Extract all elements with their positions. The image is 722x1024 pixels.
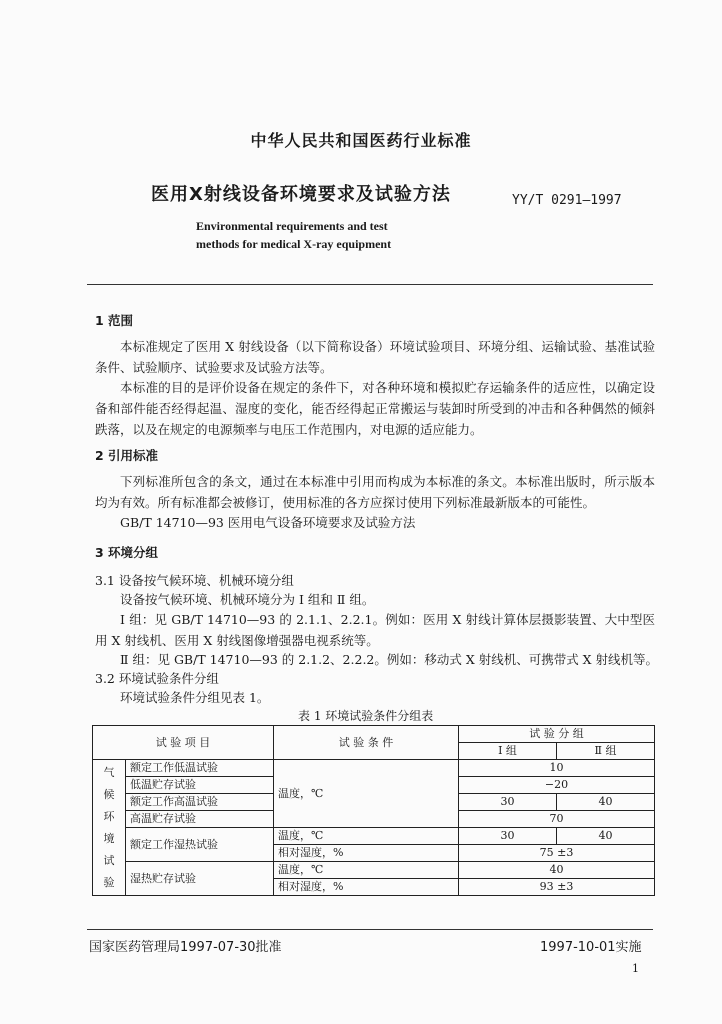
header-test-item: 试 验 项 目 xyxy=(93,726,274,760)
section-3-1-heading: 3.1 设备按气候环境、机械环境分组 xyxy=(95,573,294,588)
table-value: 93 ±3 xyxy=(459,879,655,896)
table-condition: 相对湿度，% xyxy=(274,879,459,896)
table-condition: 温度，℃ xyxy=(274,862,459,879)
table-row-item: 额定工作湿热试验 xyxy=(126,828,274,862)
table-condition: 相对湿度，% xyxy=(274,845,459,862)
section-2-paragraph-1: 下列标准所包含的条文，通过在本标准中引用而构成为本标准的条文。本标准出版时，所示版本均为有效。所有标准都会被修订，使用标准的各方应探讨使用下列标准最新版本的可能性。 xyxy=(95,474,655,510)
table-row-item: 额定工作高温试验 xyxy=(126,794,274,811)
section-1-paragraph-1: 本标准规定了医用 X 射线设备（以下简称设备）环境试验项目、环境分组、运输试验、基准试验条件、试验顺序、试验要求及试验方法等。 xyxy=(95,339,655,375)
header-divider xyxy=(87,284,653,285)
section-1-paragraph-2: 本标准的目的是评价设备在规定的条件下，对各种环境和模拟贮存运输条件的适应性，以确定设备和部件能否经得起温、湿度的变化，能否经得起正常搬运与装卸时所受到的冲击和各种偶然的倾斜跌落，以及在规定的电源频率与电压工作范围内，对电源的适应能力。 xyxy=(95,380,655,437)
footer-divider xyxy=(87,929,653,930)
table-row-item: 低温贮存试验 xyxy=(126,777,274,794)
table-value-group-2: 40 xyxy=(557,828,655,845)
section-3-1-paragraph-3: Ⅱ 组：见 GB/T 14710—93 的 2.1.2、2.2.2。例如：移动式 X 射线机、可携带式 X 射线机等。 xyxy=(120,652,659,667)
header-test-group: 试 验 分 组 xyxy=(459,726,655,743)
table-value: 40 xyxy=(459,862,655,879)
normative-reference: GB/T 14710—93 医用电气设备环境要求及试验方法 xyxy=(120,515,416,530)
section-3-1-paragraph-2: Ⅰ 组：见 GB/T 14710—93 的 2.1.1、2.2.1。例如：医用 X 射线计算体层摄影装置、大中型医用 X 射线机、医用 X 射线图像增强器电视系统等。 xyxy=(95,612,655,648)
header-group-1: Ⅰ 组 xyxy=(459,743,557,760)
table-condition: 温度，℃ xyxy=(274,828,459,845)
section-2-heading: 2 引用标准 xyxy=(95,448,159,463)
table-value: 10 xyxy=(459,760,655,777)
section-3-1-paragraph-1: 设备按气候环境、机械环境分为 Ⅰ 组和 Ⅱ 组。 xyxy=(120,592,375,607)
table-value-group-2: 40 xyxy=(557,794,655,811)
section-3-2-heading: 3.2 环境试验条件分组 xyxy=(95,671,219,686)
category-climatic-environment-test: 气 候 环 境 试 验 xyxy=(93,760,126,896)
environment-test-groups-table xyxy=(92,725,655,896)
section-3-heading: 3 环境分组 xyxy=(95,545,159,560)
document-title: 医用X射线设备环境要求及试验方法 xyxy=(151,184,451,205)
table-value: 75 ±3 xyxy=(459,845,655,862)
table-row-item: 高温贮存试验 xyxy=(126,811,274,828)
issuing-body: 中华人民共和国医药行业标准 xyxy=(250,131,472,150)
header-group-2: Ⅱ 组 xyxy=(557,743,655,760)
approval-date: 国家医药管理局1997-07-30批准 xyxy=(89,940,282,955)
english-title-line-1: Environmental requirements and test xyxy=(196,219,388,233)
table-condition-temperature: 温度，℃ xyxy=(274,760,459,828)
page-number: 1 xyxy=(632,962,639,975)
section-1-heading: 1 范围 xyxy=(95,313,134,328)
english-title-line-2: methods for medical X-ray equipment xyxy=(196,237,392,251)
effective-date: 1997-10-01实施 xyxy=(540,940,642,955)
table-caption: 表 1 环境试验条件分组表 xyxy=(298,709,434,723)
table-value-group-1: 30 xyxy=(459,794,557,811)
table-row-item: 湿热贮存试验 xyxy=(126,862,274,896)
table-value-group-1: 30 xyxy=(459,828,557,845)
section-3-2-paragraph-1: 环境试验条件分组见表 1。 xyxy=(120,690,270,705)
table-row-item: 额定工作低温试验 xyxy=(126,760,274,777)
header-test-condition: 试 验 条 件 xyxy=(274,726,459,760)
table-value: 70 xyxy=(459,811,655,828)
table-value: −20 xyxy=(459,777,655,794)
standard-code: YY/T 0291—1997 xyxy=(512,193,622,208)
